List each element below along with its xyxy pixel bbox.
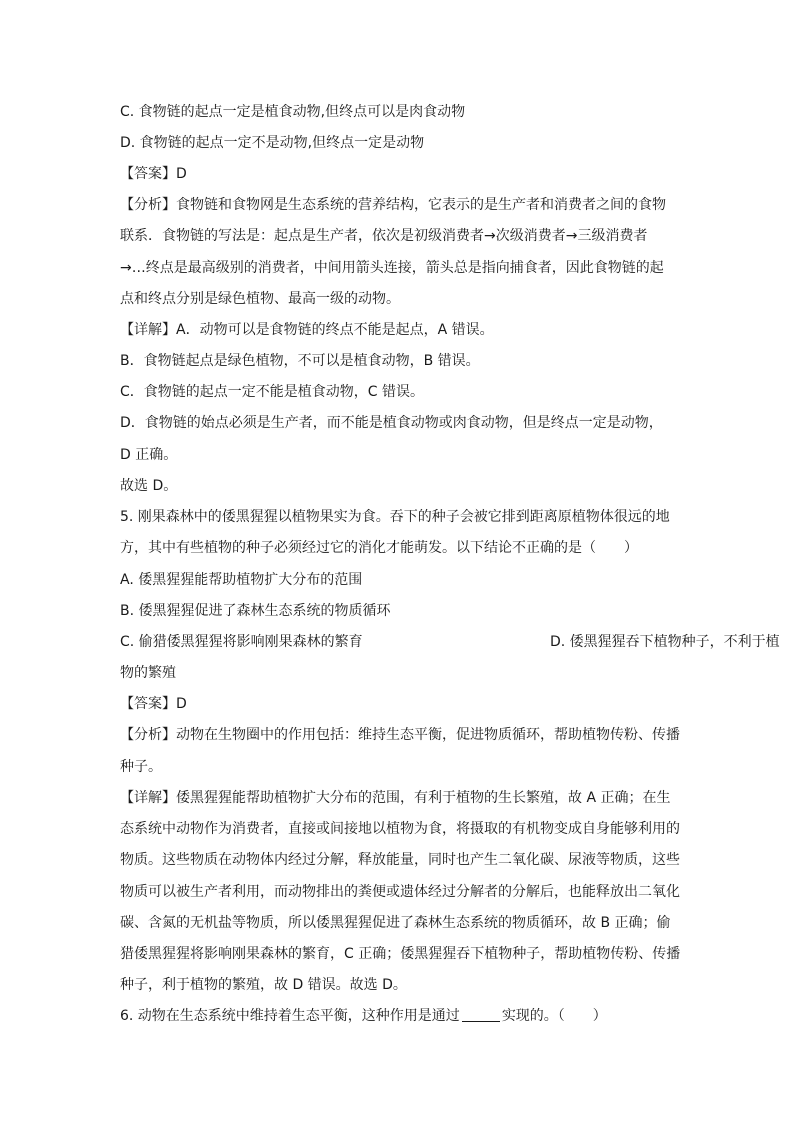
explanation-line: D．食物链的始点必须是生产者，而不能是植食动物或肉食动物，但是终点一定是动物， <box>120 415 663 431</box>
analysis-line: 种子。 <box>120 759 162 775</box>
question-5: 5. 刚果森林中的倭黑猩猩以植物果实为食。吞下的种子会被它排到距离原植物体很远的地 <box>120 509 670 525</box>
explanation-line: 猎倭黑猩猩将影响刚果森林的繁育，C 正确；倭黑猩猩吞下植物种子，帮助植物传粉、传播 <box>120 946 681 962</box>
explanation-line: D 正确。 <box>120 447 178 463</box>
q5-option-a: A. 倭黑猩猩能帮助植物扩大分布的范围 <box>120 572 363 588</box>
analysis-line: 点和终点分别是绿色植物、最高一级的动物。 <box>120 291 400 307</box>
question-6-text-end: 实现的。（ ） <box>501 1008 607 1024</box>
explanation-line: 【详解】倭黑猩猩能帮助植物扩大分布的范围，有利于植物的生长繁殖，故 A 正确；在生 <box>120 790 671 806</box>
analysis-line: 联系．食物链的写法是：起点是生产者，依次是初级消费者→次级消费者→三级消费者 <box>120 228 648 244</box>
question-6 <box>120 1006 680 1026</box>
q5-options-cd <box>120 632 780 652</box>
explanation-line: C．食物链的起点一定不能是植食动物，C 错误。 <box>120 384 424 400</box>
q5-option-d: D. 倭黑猩猩吞下植物种子，不利于植 <box>550 634 780 650</box>
explanation-line: B．食物链起点是绿色植物，不可以是植食动物，B 错误。 <box>120 353 480 369</box>
answer: 【答案】D <box>120 166 187 182</box>
explanation-line: 种子，利于植物的繁殖，故 D 错误。故选 D。 <box>120 977 407 993</box>
conclusion: 故选 D。 <box>120 478 178 494</box>
explanation-line: 碳、含氮的无机盐等物质，所以倭黑猩猩促进了森林生态系统的物质循环，故 B 正确；偷 <box>120 915 671 931</box>
question-5: 方，其中有些植物的种子必须经过它的消化才能萌发。以下结论不正确的是（ ） <box>120 540 638 556</box>
explanation-line: 【详解】A．动物可以是食物链的终点不能是起点，A 错误。 <box>120 322 494 338</box>
explanation-line: 态系统中动物作为消费者，直接或间接地以植物为食，将摄取的有机物变成自身能够利用的 <box>120 821 680 837</box>
analysis-line: 【分析】动物在生物圈中的作用包括：维持生态平衡，促进物质循环，帮助植物传粉、传播 <box>120 727 680 743</box>
q5-option-b: B. 倭黑猩猩促进了森林生态系统的物质循环 <box>120 603 391 619</box>
explanation-line: 物质可以被生产者利用，而动物排出的粪便或遗体经过分解者的分解后，也能释放出二氧化 <box>120 884 680 900</box>
q5-option-d-cont: 物的繁殖 <box>120 665 176 681</box>
answer: 【答案】D <box>120 696 187 712</box>
analysis-line: 【分析】食物链和食物网是生态系统的营养结构，它表示的是生产者和消费者之间的食物 <box>120 197 666 213</box>
q5-option-c: C. 偷猎倭黑猩猩将影响刚果森林的繁育 <box>120 634 363 650</box>
question-6-text: 6. 动物在生态系统中维持着生态平衡，这种作用是通过 <box>120 1008 460 1024</box>
explanation-line: 物质。这些物质在动物体内经过分解，释放能量，同时也产生二氧化碳、尿液等物质，这些 <box>120 852 680 868</box>
analysis-line: →…终点是最高级别的消费者，中间用箭头连接，箭头总是指向捕食者，因此食物链的起 <box>120 260 664 276</box>
fill-in-blank <box>462 1007 500 1022</box>
option-d: D. 食物链的起点一定不是动物,但终点一定是动物 <box>120 135 425 151</box>
option-c: C. 食物链的起点一定是植食动物,但终点可以是肉食动物 <box>120 104 466 120</box>
